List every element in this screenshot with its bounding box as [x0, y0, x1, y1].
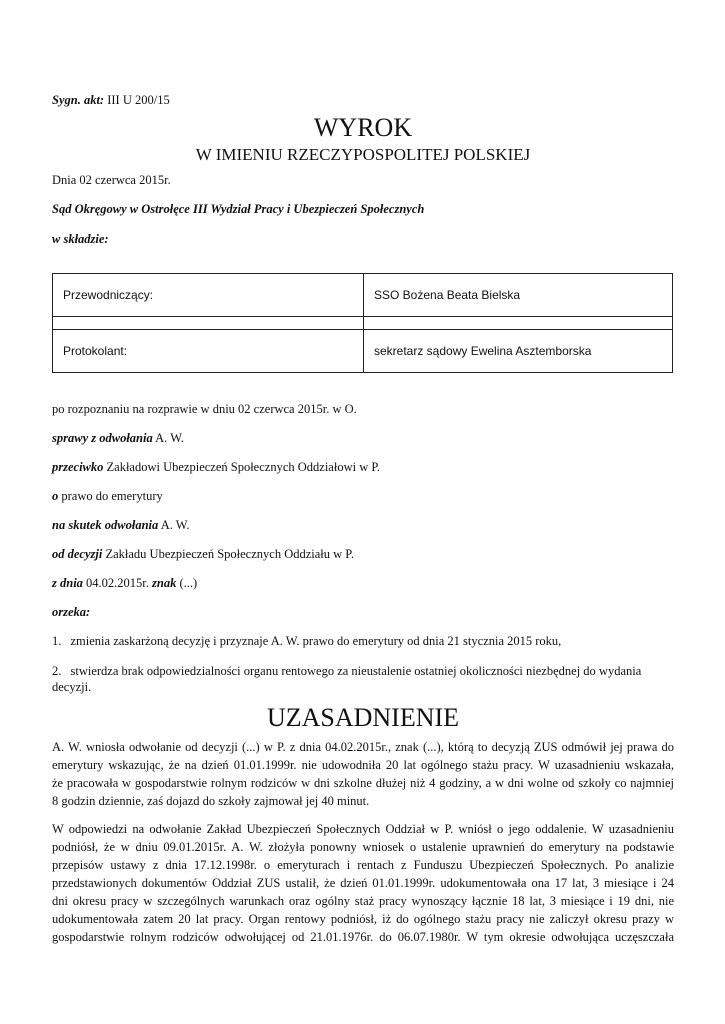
case-decision — [52, 546, 354, 562]
case-result-label: na skutek odwołania — [52, 518, 159, 532]
paragraph-line: podniósł, że w dniu 09.01.2015r. A. W. złożyła ponowny wniosek o ustalenie uprawnień do emerytury na podstawie — [52, 840, 674, 854]
case-subject-value: prawo do emerytury — [61, 489, 163, 503]
role-cell — [53, 317, 364, 330]
case-signature-label: Sygn. akt: — [52, 93, 105, 107]
table-row — [53, 274, 673, 317]
case-against — [52, 459, 380, 475]
role-cell: Protokolant: — [53, 330, 364, 373]
case-decision-date — [52, 575, 197, 591]
judgment-subtitle: W IMIENIU RZECZYPOSPOLITEJ POLSKIEJ — [195, 145, 531, 164]
ruling-item — [52, 633, 674, 649]
case-signature-value: III U 200/15 — [107, 93, 170, 107]
case-decision-value: Zakładu Ubezpieczeń Społecznych Oddziału w P. — [105, 547, 354, 561]
case-decision-label: od decyzji — [52, 547, 103, 561]
ruling-label: orzeka: — [52, 605, 91, 619]
decision-date-value: 04.02.2015r. — [86, 576, 149, 590]
paragraph-line: przedstawionych dokumentów Oddział ZUS ustalił, że dzień 01.01.1999r. udokumentowała ona 17 lat, 3 miesiące i 24 — [52, 876, 674, 890]
case-result-value: A. W. — [160, 518, 190, 532]
name-cell: SSO Bożena Beata Bielska — [364, 274, 673, 317]
ruling-text: stwierdza brak odpowiedzialności organu rentowego za nieustalenie ostatniej okoliczności niezbędnej do wydania — [70, 664, 642, 678]
paragraph-line: że pracowała w gospodarstwie rolnym rodziców w dni szkolne dłużej niż 4 godziny, a w dni wolne od szkoły co najmniej — [52, 776, 674, 790]
case-appeal-value: A. W. — [155, 431, 184, 445]
case-appeal-label: sprawy z odwołania — [52, 431, 153, 445]
paragraph-line: przepisów ustawy z dnia 17.12.1998r. o emeryturach i rentach z Funduszu Ubezpieczeń Społecznych. Po analizie — [52, 858, 674, 872]
ruling-number: 1. — [52, 634, 62, 648]
case-subject-label: o — [52, 489, 59, 503]
paragraph-line: A. W. wniosła odwołanie od decyzji (...) w P. z dnia 04.02.2015r., znak (...), którą to decyzją ZUS odmówił jej prawa do — [52, 740, 674, 754]
paragraph-line: dni okresu pracy w szczególnych warunkach oraz ogólny staż pracy wynoszący łącznie 18 lat, 3 miesiące i 19 dni, nie — [52, 894, 674, 908]
composition-label: w składzie: — [52, 232, 109, 246]
role-cell: Przewodniczący: — [53, 274, 364, 317]
paragraph-line: gospodarstwie rolnym rodziców odwołującej od 21.01.1976r. do 06.07.1980r. W tym okresie odwołująca uczęszczała — [52, 930, 674, 944]
table-row — [53, 330, 673, 373]
justification-paragraph — [52, 738, 674, 810]
name-cell — [364, 317, 673, 330]
decision-ref-label: znak — [152, 576, 177, 590]
judgment-date: Dnia 02 czerwca 2015r. — [52, 173, 171, 187]
paragraph-line: 8 godzin dziennie, zaś dojazd do szkoły zajmował jej 40 minut. — [52, 794, 370, 808]
case-against-value: Zakładowi Ubezpieczeń Społecznych Oddziałowi w P. — [106, 460, 381, 474]
case-appeal — [52, 430, 184, 446]
paragraph-line: emerytury wskazując, że na dzień 01.01.1999r. nie udowodniła 20 lat ogólnego stażu pracy. W uzasadnieniu wskazała, — [52, 758, 674, 772]
judgment-title: WYROK — [313, 113, 413, 142]
name-cell: sekretarz sądowy Ewelina Asztemborska — [364, 330, 673, 373]
court-name: Sąd Okręgowy w Ostrołęce III Wydział Pracy i Ubezpieczeń Społecznych — [52, 202, 425, 216]
justification-paragraph — [52, 820, 674, 946]
case-subject — [52, 488, 163, 504]
ruling-number: 2. — [52, 664, 62, 678]
paragraph-line: W odpowiedzi na odwołanie Zakład Ubezpieczeń Społecznych Oddział w P. wniósł o jego oddalenie. W uzasadnieniu — [52, 822, 674, 836]
composition-table — [52, 273, 673, 373]
ruling-text: zmienia zaskarżoną decyzję i przyznaje A. W. prawo do emerytury od dnia 21 stycznia 2015 roku, — [70, 634, 562, 648]
decision-ref-value: (...) — [179, 576, 198, 590]
case-signature — [52, 93, 170, 108]
table-row — [53, 317, 673, 330]
justification-title: UZASADNIENIE — [266, 703, 460, 732]
paragraph-line: udokumentowała zatem 20 lat pracy. Organ rentowy podniósł, iż do ogólnego stażu pracy nie zaliczył okresu prazy w — [52, 912, 674, 926]
decision-date-label: z dnia — [52, 576, 83, 590]
ruling-item — [52, 663, 674, 695]
ruling-text-continuation: decyzji. — [52, 680, 92, 694]
case-result — [52, 517, 190, 533]
case-against-label: przeciwko — [52, 460, 104, 474]
hearing-info: po rozpoznaniu na rozprawie w dniu 02 czerwca 2015r. w O. — [52, 402, 357, 416]
